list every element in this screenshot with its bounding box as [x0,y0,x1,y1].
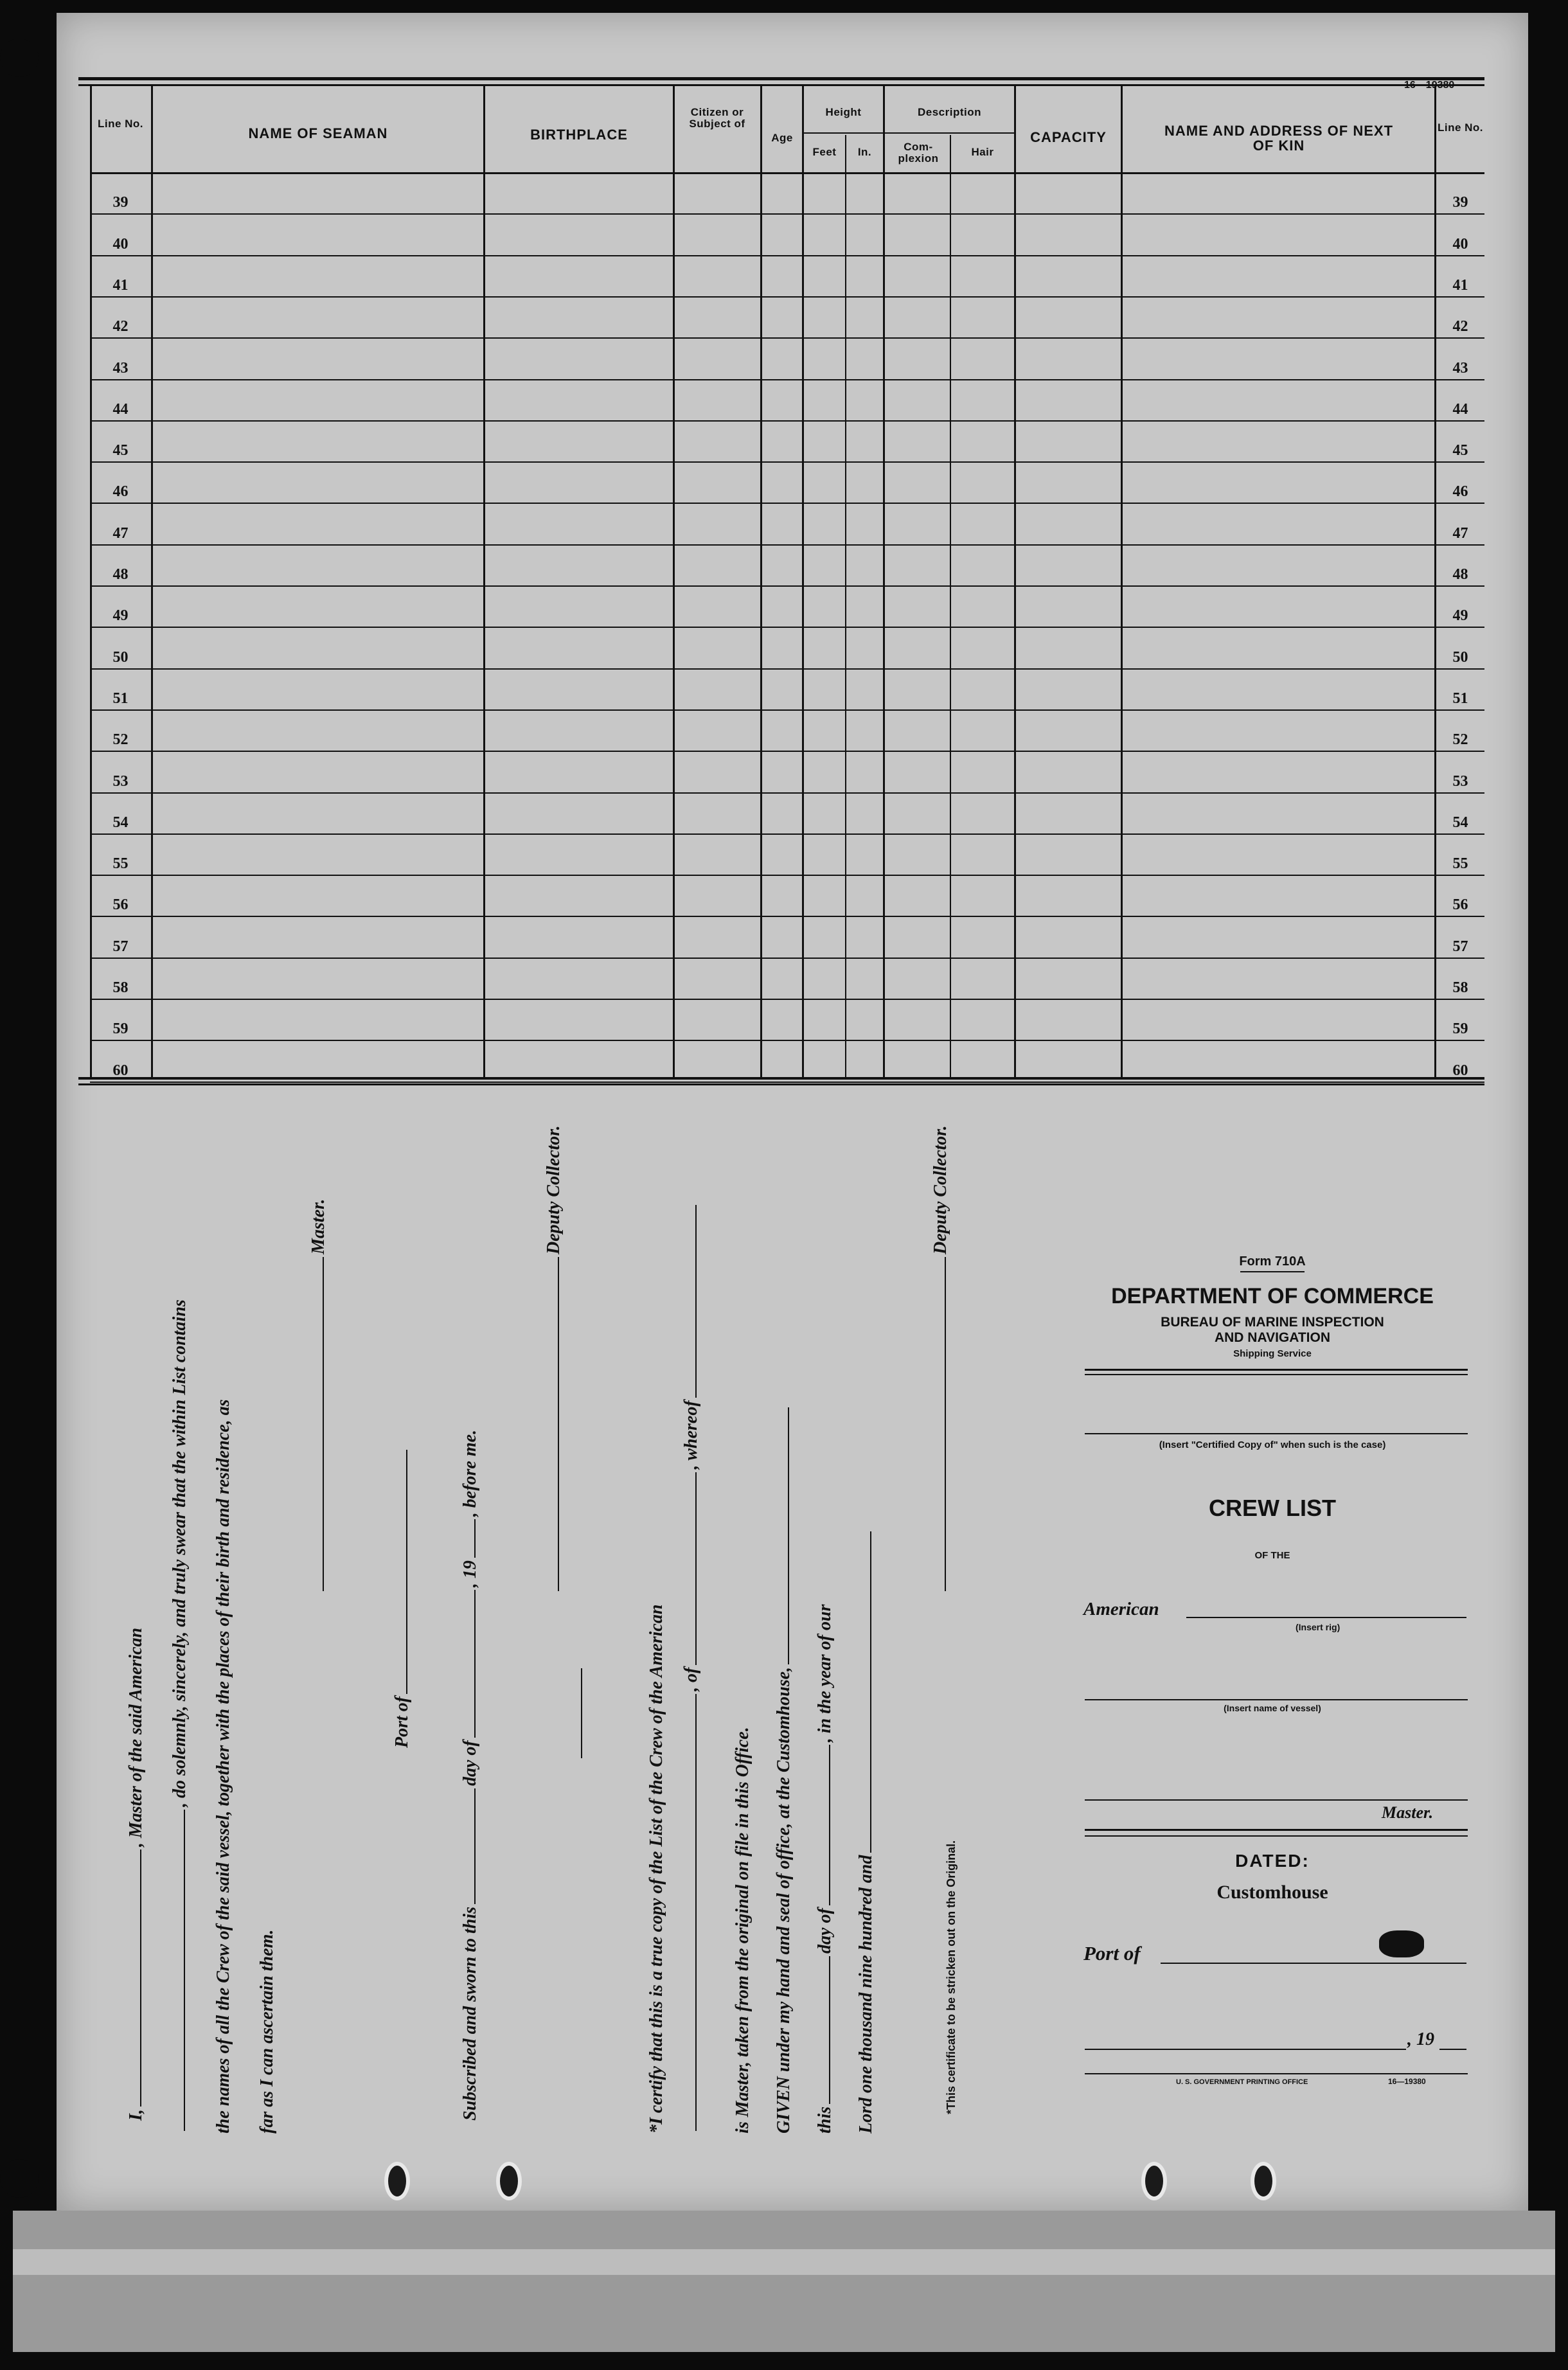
row-number-right: 44 [1452,401,1468,418]
binder-hole [496,2162,522,2200]
cover-year: , 19 [1407,2029,1434,2049]
row-number-right: 49 [1452,607,1468,624]
row-number-right: 53 [1452,773,1468,790]
row-number-left: 55 [112,855,129,872]
row-number-left: 58 [112,979,129,996]
table-row [90,337,1484,339]
table-row [90,296,1484,298]
cover-bureau-2: AND NAVIGATION [1214,1330,1331,1345]
table-row [90,627,1484,628]
header-feet: Feet [812,146,837,158]
oath-line-1: I,, Master of the said American [126,1627,146,2121]
row-number-right: 55 [1452,855,1468,872]
binder-hole [384,2162,410,2200]
cover-printer: U. S. GOVERNMENT PRINTING OFFICE [1176,2078,1308,2086]
underlying-sheet [13,2211,1555,2352]
certificate-line-1: *I certify that this is a true copy of the List of the Crew of the American [646,1604,666,2134]
row-number-left: 44 [112,401,129,418]
row-number-right: 52 [1452,731,1468,748]
oath-line-2: , do solemnly, sincerely, and truly swear that the within List contains [170,1299,190,2134]
row-number-left: 45 [112,442,129,459]
row-number-left: 49 [112,607,129,624]
cover-port-of: Port of [1083,1942,1141,1965]
row-number-right: 42 [1452,318,1468,335]
certificate-deputy-collector: Deputy Collector. [931,1125,951,1594]
header-capacity: CAPACITY [1030,129,1107,145]
header-complexion: Com- plexion [898,141,939,165]
oath-line-4: far as I can ascertain them. [257,1929,277,2134]
row-number-left: 46 [112,483,129,500]
table-row [90,255,1484,256]
cover-insert-rig: (Insert rig) [1296,1622,1341,1632]
row-number-left: 52 [112,731,129,748]
row-number-left: 50 [112,649,129,666]
row-number-right: 60 [1452,1062,1468,1079]
table-row [90,461,1484,463]
cover-dated: DATED: [1235,1851,1310,1871]
table-row [90,958,1484,959]
row-number-right: 41 [1452,277,1468,294]
header-name-of-seaman: NAME OF SEAMAN [248,125,388,141]
cover-of-the: OF THE [1254,1550,1290,1561]
certificate-line-6: Lord one thousand nine hundred and [856,1529,877,2134]
cover-bureau-1: BUREAU OF MARINE INSPECTION [1161,1315,1384,1330]
table-row [90,833,1484,835]
table-row [90,999,1484,1000]
row-number-right: 54 [1452,814,1468,831]
cover-master: Master. [1382,1803,1434,1822]
oath-vertical-line [567,1666,587,1761]
row-number-right: 47 [1452,525,1468,542]
certificate-line-4: GIVEN under my hand and seal of office, at the Customhouse, [774,1405,794,2134]
oath-line-3: the names of all the Crew of the said vessel, together with the places of their birth and residence, as [213,1399,233,2134]
table-row [90,1082,1484,1083]
header-line-no: Line No. [97,118,144,130]
cover-insert-certified: (Insert "Certified Copy of" when such is the case) [1159,1439,1386,1450]
binder-hole [1251,2162,1276,2200]
cover-insert-vessel: (Insert name of vessel) [1224,1703,1321,1713]
table-row [90,875,1484,876]
table-row [90,213,1484,215]
table-row [90,751,1484,752]
row-number-right: 46 [1452,483,1468,500]
row-number-left: 43 [112,360,129,377]
ink-blot [1379,1930,1424,1957]
punch-hole [0,39,39,77]
header-hair: Hair [971,146,994,158]
row-number-right: 56 [1452,896,1468,913]
certificate-footnote: *This certificate to be stricken out on the Original. [945,1840,958,2114]
cover-title: CREW LIST [1209,1495,1336,1521]
row-number-left: 53 [112,773,129,790]
header-description: Description [917,106,982,118]
row-number-right: 40 [1452,236,1468,253]
row-number-left: 39 [112,194,129,211]
cover-printer-number: 16—19380 [1388,2077,1426,2086]
row-number-right: 43 [1452,360,1468,377]
row-number-left: 48 [112,566,129,583]
cover-customhouse: Customhouse [1216,1882,1328,1903]
table-row [90,379,1484,380]
header-height: Height [825,106,862,118]
table-row [90,503,1484,504]
row-number-right: 48 [1452,566,1468,583]
cover-form-number: Form 710A [1239,1254,1306,1269]
cover-department: DEPARTMENT OF COMMERCE [1111,1284,1434,1308]
row-number-right: 45 [1452,442,1468,459]
row-number-left: 59 [112,1020,129,1037]
row-number-right: 39 [1452,194,1468,211]
punch-hole [0,2159,39,2198]
header-inches: In. [857,146,872,158]
header-citizen: Citizen or Subject of [689,106,745,130]
table-row [90,916,1484,917]
oath-deputy-collector: Deputy Collector. [544,1125,564,1594]
binder-hole [1141,2162,1167,2200]
row-number-left: 41 [112,277,129,294]
oath-master-signature: Master. [308,1199,329,1594]
header-next-of-kin: NAME AND ADDRESS OF NEXT OF KIN [1164,123,1394,154]
row-number-right: 50 [1452,649,1468,666]
certificate-line-2: , of, whereof [681,1202,702,2134]
row-number-left: 40 [112,236,129,253]
row-number-left: 42 [112,318,129,335]
row-number-right: 51 [1452,690,1468,707]
table-row [90,585,1484,587]
header-birthplace: BIRTHPLACE [530,127,628,143]
header-age: Age [771,132,793,144]
table-row [90,709,1484,711]
row-number-left: 57 [112,938,129,955]
table-row [90,544,1484,546]
row-number-left: 51 [112,690,129,707]
row-number-left: 56 [112,896,129,913]
oath-subscribed: Subscribed and sworn to thisday of, 19, before me. [460,1429,480,2121]
row-number-right: 58 [1452,979,1468,996]
row-number-right: 57 [1452,938,1468,955]
row-number-right: 59 [1452,1020,1468,1037]
row-number-left: 47 [112,525,129,542]
table-row [90,668,1484,670]
row-number-left: 54 [112,814,129,831]
cover-american: American [1083,1599,1159,1619]
table-row [90,420,1484,422]
header-line-no-right: Line No. [1437,121,1484,134]
table-row [90,792,1484,794]
oath-port-of: Port of [392,1447,413,1748]
cover-shipping-service: Shipping Service [1233,1348,1312,1359]
row-number-left: 60 [112,1062,129,1079]
certificate-line-5: thisday of, in the year of our [815,1604,835,2134]
table-row [90,1040,1484,1041]
certificate-line-3: is Master, taken from the original on file in this Office. [733,1727,753,2134]
